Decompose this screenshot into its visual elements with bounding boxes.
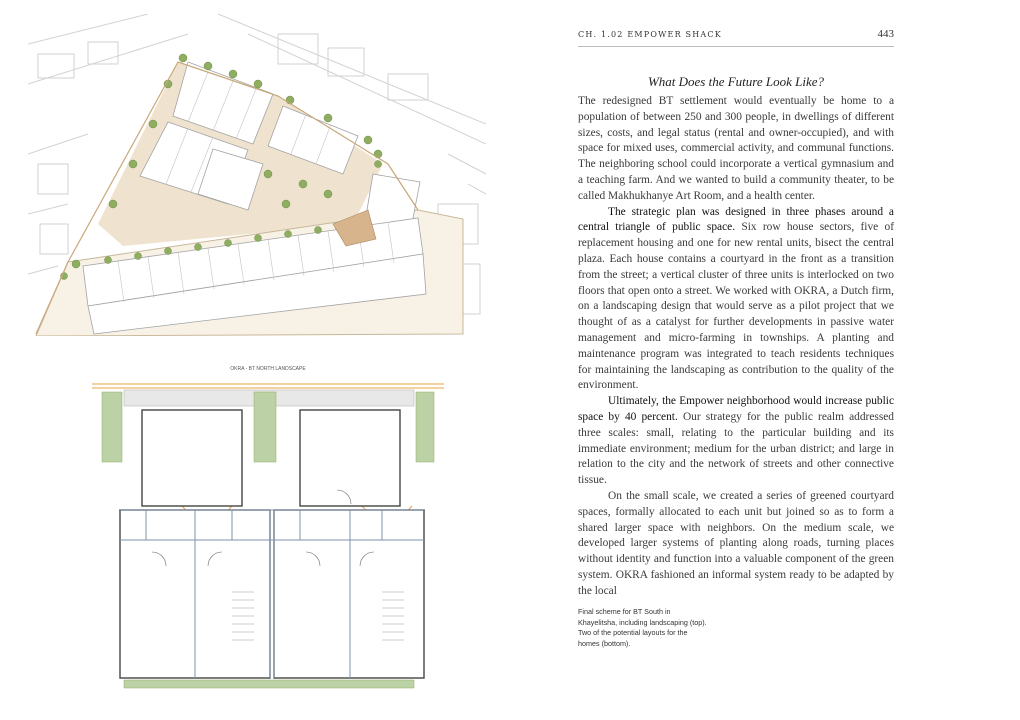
tree	[364, 136, 372, 144]
tree	[374, 150, 382, 158]
tree	[179, 54, 187, 62]
house-b-courtyard	[300, 410, 400, 506]
figure-caption: Final scheme for BT South in Khayelitsha, including landscaping (top). Two of the potential layouts for the homes (bottom).	[578, 607, 707, 648]
tree	[165, 248, 172, 255]
tree	[324, 114, 332, 122]
tree	[225, 240, 232, 247]
tree	[324, 190, 332, 198]
running-title: CH. 1.02 EMPOWER SHACK	[578, 30, 722, 39]
tree	[229, 70, 237, 78]
tree	[135, 253, 142, 260]
section-heading: What Does the Future Look Like?	[647, 74, 825, 89]
tree	[282, 200, 290, 208]
paragraph-lead: Ultimately, the Empower neighborhood would increase public space by 40 percent.	[578, 395, 894, 423]
tree	[195, 244, 202, 251]
paragraph-text: On the small scale, we created a series of greened courtyard spaces, formally allocated to each unit but joined so as to form a shared larger space with neighbors. On the medium scale, we developed larger systems of planting along roads, turning places without identity and function into a valuable component of the green system. OKRA fashioned an informal system ready to be adapted by the local	[578, 489, 894, 597]
plan-title: OKRA - BT NORTH LANDSCAPE	[230, 366, 306, 372]
paragraph-text: Our strategy for the public realm addressed three scales: small, relating to the particular building and its immediate environment; medium for the urban district; and large in relation to the city and the network of streets and other connective tissue.	[578, 410, 895, 487]
tree	[375, 161, 382, 168]
tree	[264, 170, 272, 178]
tree	[315, 227, 322, 234]
planting-bed	[102, 392, 122, 462]
tree	[255, 235, 262, 242]
paragraph-text: The redesigned BT settlement would eventually be home to a population of between 250 and 300 people, in dwellings of different sizes, costs, and legal status (rental and owner-occupied), and with space for mixed uses, commercial activity, and communal functions. The neighboring school could incorporate a vertical gymnasium and a teaching farm. And we wanted to build a community theater, to be called Makhukhanye Art Room, and a health center.	[578, 95, 894, 202]
paragraph-text: Six row house sectors, five of replacement housing and one for new rental units, bisect the central plaza. Each house contains a courtyard in the front as a transition from the street; a vertical cluster of three units is interlocked on two floors that open onto a street. We worked with OKRA, a Dutch firm, on a landscaping design that would serve as a pilot project that we thought of as a catalyst for further developments in passive water management and micro-farming in townships. A planting and maintenance program was integrated to teach residents techniques for maintaining the landscaping as contribution to the quality of the environment.	[578, 221, 894, 392]
paragraph	[578, 205, 894, 395]
paragraph	[578, 489, 894, 600]
planting-bed	[416, 392, 434, 462]
tree	[204, 62, 212, 70]
planting-bed	[124, 680, 414, 688]
tree	[129, 160, 137, 168]
page-number: 443	[877, 28, 894, 40]
house-a-courtyard	[142, 410, 242, 506]
house-b-lower	[274, 510, 424, 678]
tree	[149, 120, 157, 128]
tree	[72, 260, 80, 268]
floor-plan-drawing	[82, 362, 454, 692]
paragraph	[578, 394, 894, 489]
tree	[254, 80, 262, 88]
paragraph	[578, 94, 894, 205]
running-head	[578, 28, 894, 47]
paragraph-lead: The strategic plan was designed in three phases around a central triangle of public space.	[578, 205, 894, 234]
tree	[285, 231, 292, 238]
site-plan-drawing	[28, 14, 486, 336]
tree	[105, 257, 112, 264]
planting-bed	[254, 392, 276, 462]
tree	[109, 200, 117, 208]
body-text	[578, 94, 894, 600]
tree	[299, 180, 307, 188]
